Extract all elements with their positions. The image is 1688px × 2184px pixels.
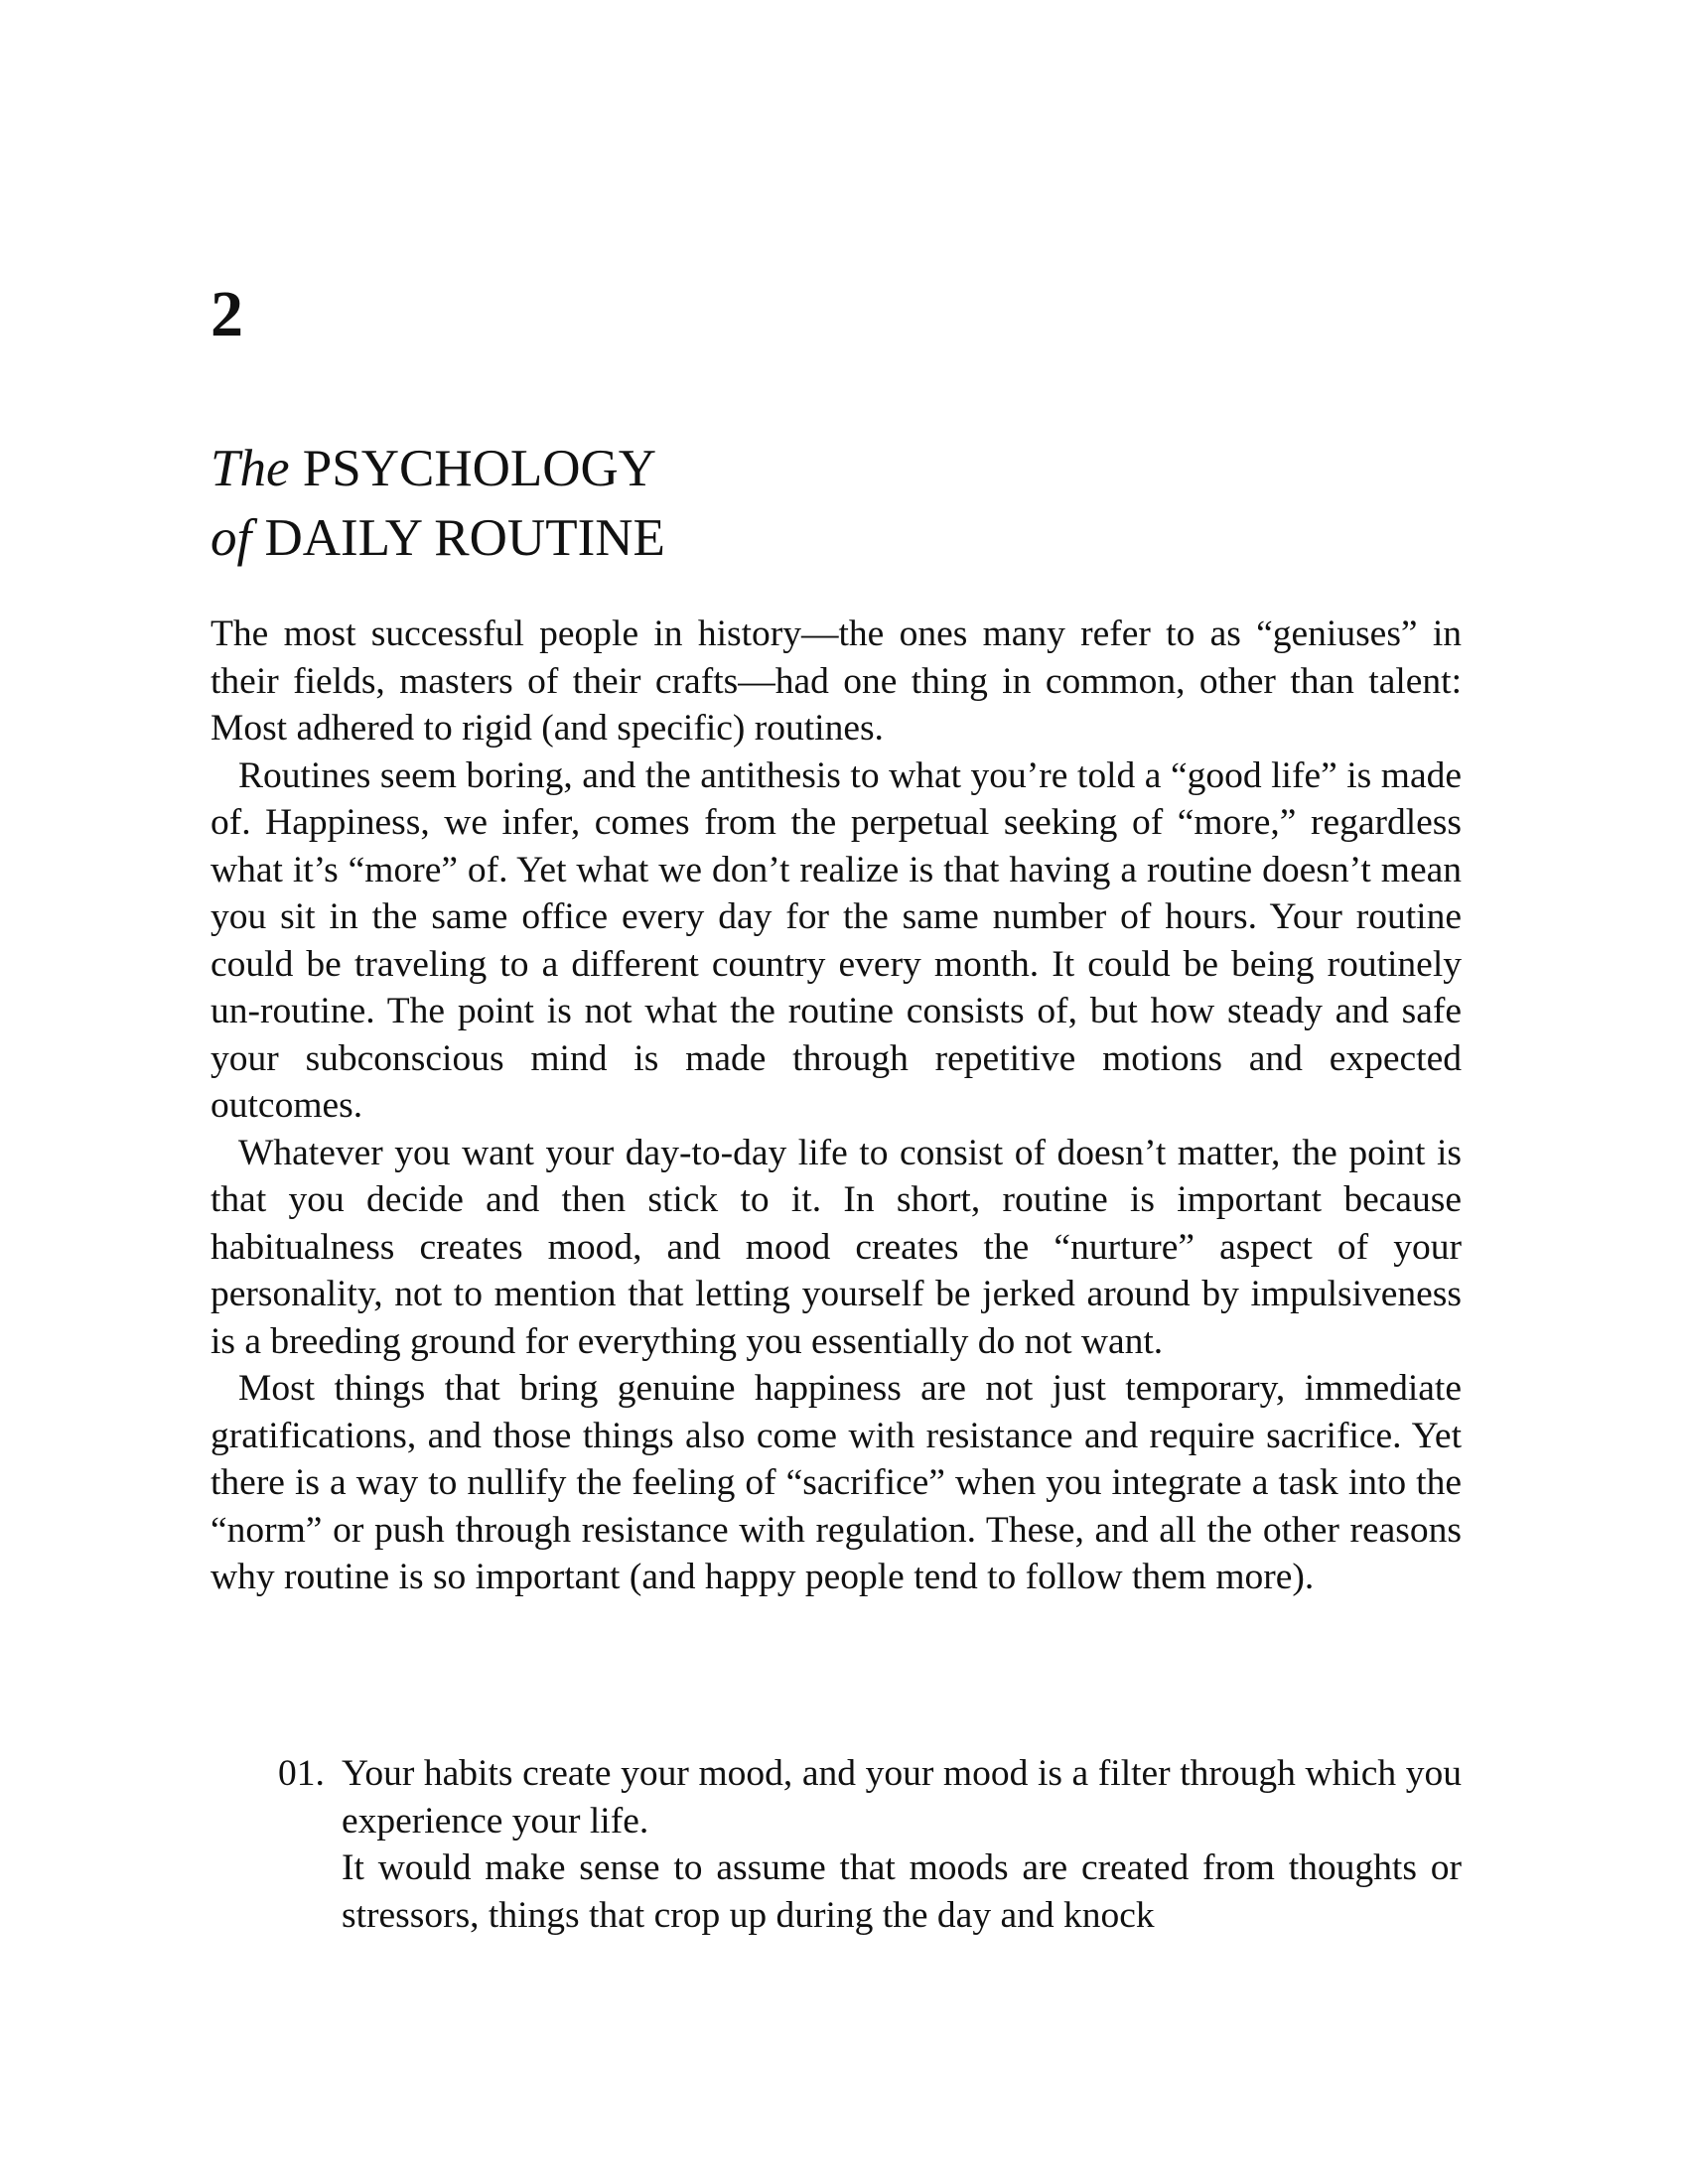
chapter-title-line-2 — [211, 509, 665, 567]
numbered-list — [278, 1750, 1462, 1939]
chapter-body — [211, 611, 1462, 1601]
chapter-title-line-1 — [211, 440, 656, 497]
list-item-number: 01. — [278, 1753, 325, 1794]
chapter-title-text-1: PSYCHOLOGY — [289, 440, 657, 497]
chapter-title-text-2: DAILY ROUTINE — [251, 509, 665, 567]
paragraph-3: Whatever you want your day-to-day life to consist of doesn’t matter, the point is that you decide and then stick to it. In short, routine is important because habitualness creates mood, and mood creates the “nurture” aspect of your personality, not to mention that letting yourself be jerked around by impulsiveness is a breeding ground for everything you essentially do not want. — [211, 1132, 1462, 1362]
paragraph-2: Routines seem boring, and the antithesis to what you’re told a “good life” is made of. Happiness, we infer, comes from the perpetual seeking of “more,” regardless what it’s “more” of. Yet what we don’t realize is that having a routine doesn’t mean you sit in the same office every day for the same number of hours. Your routine could be traveling to a different country every month. It could be being routinely un-routine. The point is not what the routine consists of, but how steady and safe your subconscious mind is made through repetitive motions and expected outcomes. — [211, 754, 1462, 1126]
chapter-title-italic-2: of — [211, 509, 252, 567]
list-item-heading: Your habits create your mood, and your mood is a filter through which you experience your life. — [342, 1753, 1462, 1842]
list-item-text: It would make sense to assume that moods are created from thoughts or stressors, things that crop up during the day and knock — [342, 1847, 1462, 1936]
chapter-title-italic-1: The — [211, 440, 290, 497]
chapter-number: 2 — [211, 278, 243, 350]
paragraph-4: Most things that bring genuine happiness are not just temporary, immediate gratifications, and those things also come with resistance and require sacrifice. Yet there is a way to nullify the feeling of “sacrifice” when you integrate a task into the “norm” or push through resistance with regulation. These, and all the other reasons why routine is so important (and happy people tend to follow them more). — [211, 1368, 1462, 1597]
chapter-title — [211, 434, 665, 573]
list-item — [278, 1750, 1462, 1939]
paragraph-1: The most successful people in history—the ones many refer to as “geniuses” in their fields, masters of their crafts—had one thing in common, other than talent: Most adhered to rigid (and specific) routines. — [211, 614, 1462, 749]
